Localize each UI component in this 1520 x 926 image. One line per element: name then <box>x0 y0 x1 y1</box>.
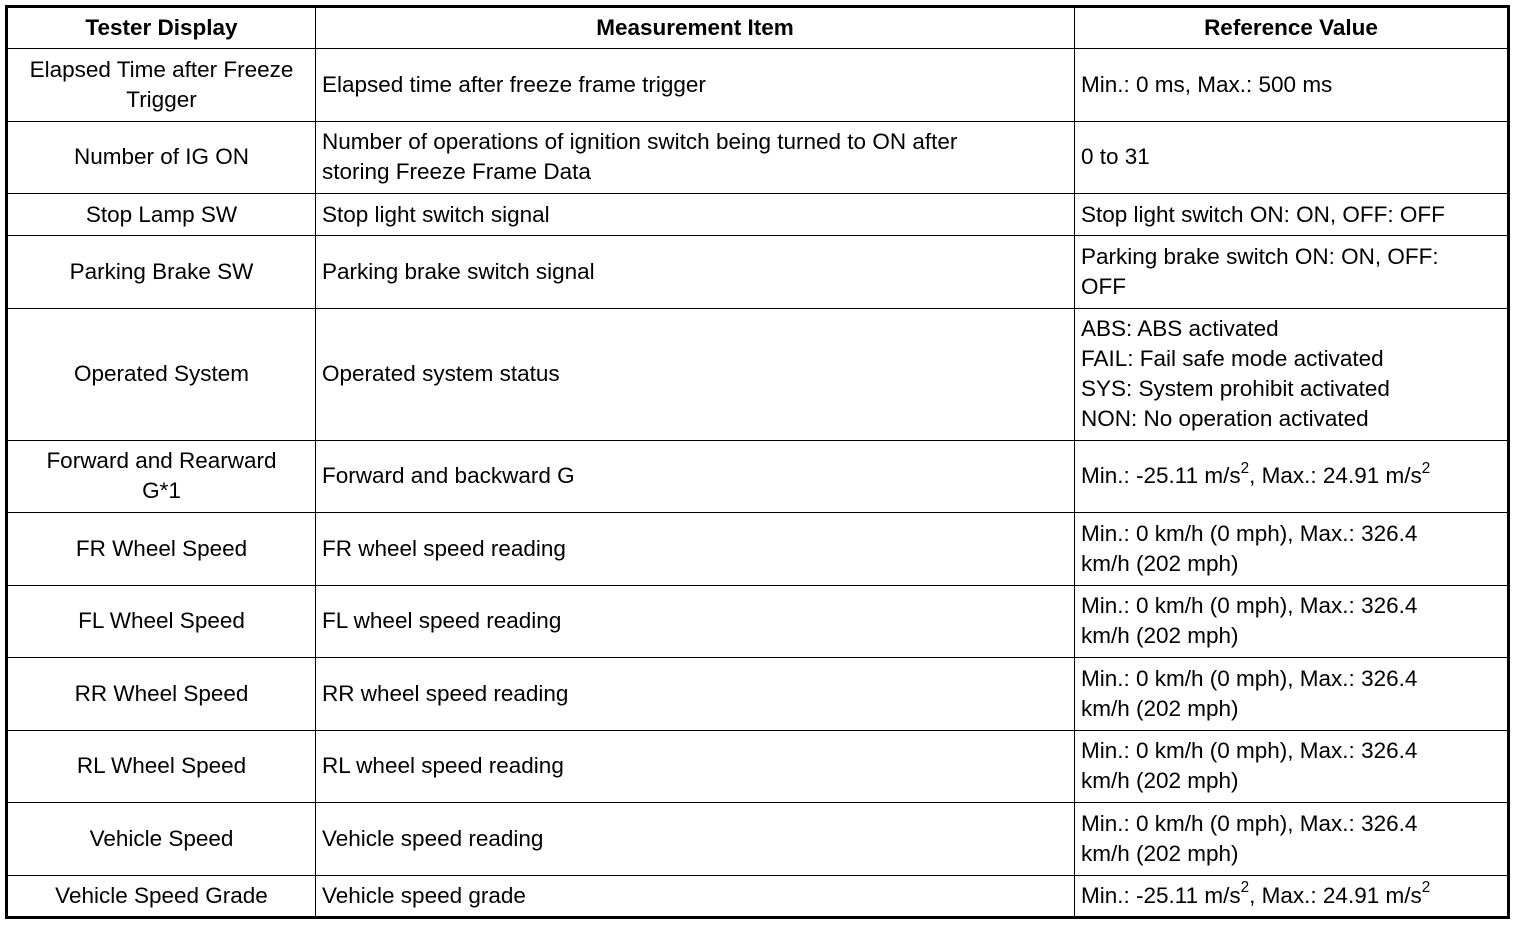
measurement-item-text: RL wheel speed reading <box>322 753 564 779</box>
measurement-item-text: Vehicle speed reading <box>322 825 544 851</box>
table-row <box>7 121 1509 194</box>
measurement-item-text: FR wheel speed reading <box>322 535 566 561</box>
tester-display-cell <box>7 236 316 309</box>
reference-value-cell <box>1075 194 1509 236</box>
measurement-item-cell <box>316 194 1075 236</box>
measurement-item-cell <box>316 730 1075 803</box>
measurement-item-cell <box>316 803 1075 876</box>
table-row <box>7 730 1509 803</box>
table-header-row <box>7 7 1509 49</box>
tester-display-text: Number of IG ON <box>73 144 250 170</box>
reference-value-cell <box>1075 803 1509 876</box>
reference-value-text: Min.: -25.11 $m/s^2$, Max.: 24.91 $m/s^2$ <box>1081 460 1431 489</box>
measurement-item-cell <box>316 121 1075 194</box>
measurement-item-text: Number of operations of ignition switch being turned to ON after storing Freeze Frame Data <box>322 129 958 185</box>
tester-display-text: FR Wheel Speed <box>75 535 248 561</box>
table-row <box>7 236 1509 309</box>
measurement-item-cell <box>316 585 1075 658</box>
tester-display-text: Forward and Rearward G*1 <box>46 448 277 504</box>
tester-display-text: Elapsed Time after Freeze Trigger <box>29 56 294 112</box>
reference-value-cell <box>1075 875 1509 917</box>
superscript-exponent: 2 <box>1421 879 1431 897</box>
measurement-item-text: Elapsed time after freeze frame trigger <box>322 71 706 97</box>
tester-display-cell <box>7 49 316 122</box>
measurement-item-text: Vehicle speed grade <box>322 882 526 908</box>
reference-value-cell <box>1075 440 1509 513</box>
measurement-item-cell <box>316 875 1075 917</box>
table-row <box>7 803 1509 876</box>
header-tester-display: Tester Display <box>7 7 316 49</box>
measurement-item-text: Operated system status <box>322 361 560 386</box>
tester-display-cell <box>7 121 316 194</box>
tester-display-cell <box>7 875 316 917</box>
tester-display-cell <box>7 585 316 658</box>
table-row <box>7 658 1509 731</box>
table-row <box>7 49 1509 122</box>
measurement-item-text: RR wheel speed reading <box>322 680 569 706</box>
tester-display-text: RL Wheel Speed <box>76 753 247 779</box>
tester-display-cell <box>7 730 316 803</box>
tester-display-text: RR Wheel Speed <box>74 680 249 706</box>
reference-value-text: Stop light switch ON: ON, OFF: OFF <box>1081 201 1445 227</box>
tester-display-text: Vehicle Speed Grade <box>55 882 268 908</box>
tester-display-cell <box>7 194 316 236</box>
measurement-item-text: FL wheel speed reading <box>322 608 562 634</box>
table-row <box>7 194 1509 236</box>
reference-value-cell <box>1075 658 1509 731</box>
tester-display-text: Parking Brake SW <box>69 258 254 284</box>
measurement-item-cell <box>316 308 1075 440</box>
reference-value-text: Parking brake switch ON: ON, OFF: OFF <box>1081 243 1439 299</box>
table-row <box>7 308 1509 440</box>
header-reference-value: Reference Value <box>1075 7 1509 49</box>
measurement-item-text: Forward and backward G <box>322 463 575 489</box>
tester-display-cell <box>7 803 316 876</box>
reference-value-cell <box>1075 730 1509 803</box>
reference-value-cell <box>1075 49 1509 122</box>
table-row <box>7 585 1509 658</box>
measurement-item-cell <box>316 513 1075 586</box>
tester-display-cell <box>7 308 316 440</box>
reference-value-text: Min.: 0 km/h (0 mph), Max.: 326.4 km/h (202 mph) <box>1081 593 1418 649</box>
reference-value-text: 0 to 31 <box>1081 144 1150 170</box>
header-measurement-item: Measurement Item <box>316 7 1075 49</box>
tester-display-cell <box>7 513 316 586</box>
measurement-item-cell <box>316 658 1075 731</box>
tester-display-text: Operated System <box>73 361 250 386</box>
superscript-exponent: 2 <box>1240 879 1250 897</box>
superscript-exponent: 2 <box>1421 460 1431 478</box>
reference-value-text: Min.: 0 km/h (0 mph), Max.: 326.4 km/h (202 mph) <box>1081 738 1418 794</box>
superscript-exponent: 2 <box>1240 460 1250 478</box>
reference-value-text: Min.: 0 ms, Max.: 500 ms <box>1081 71 1333 97</box>
reference-value-cell <box>1075 513 1509 586</box>
table-row <box>7 440 1509 513</box>
measurement-item-cell <box>316 236 1075 309</box>
reference-value-text: ABS: ABS activated FAIL: Fail safe mode activated SYS: System prohibit activated NON: No operation activated <box>1081 316 1390 431</box>
tester-display-text: FL Wheel Speed <box>78 608 245 634</box>
reference-value-text: Min.: 0 km/h (0 mph), Max.: 326.4 km/h (202 mph) <box>1081 665 1418 721</box>
tester-display-text: Stop Lamp SW <box>85 201 238 227</box>
table-row <box>7 513 1509 586</box>
reference-value-cell <box>1075 308 1509 440</box>
reference-value-text: Min.: 0 km/h (0 mph), Max.: 326.4 km/h (202 mph) <box>1081 810 1418 866</box>
measurement-item-cell <box>316 49 1075 122</box>
reference-value-cell <box>1075 121 1509 194</box>
tester-display-cell <box>7 440 316 513</box>
measurement-item-text: Stop light switch signal <box>322 201 550 227</box>
reference-value-text: Min.: 0 km/h (0 mph), Max.: 326.4 km/h (202 mph) <box>1081 520 1418 576</box>
data-list-table <box>5 5 1510 919</box>
measurement-item-text: Parking brake switch signal <box>322 258 595 284</box>
reference-value-cell <box>1075 236 1509 309</box>
reference-value-text: Min.: -25.11 $m/s^2$, Max.: 24.91 $m/s^2$ <box>1081 879 1431 908</box>
table-row <box>7 875 1509 917</box>
tester-display-cell <box>7 658 316 731</box>
measurement-item-cell <box>316 440 1075 513</box>
tester-display-text: Vehicle Speed <box>89 825 234 851</box>
reference-value-cell <box>1075 585 1509 658</box>
